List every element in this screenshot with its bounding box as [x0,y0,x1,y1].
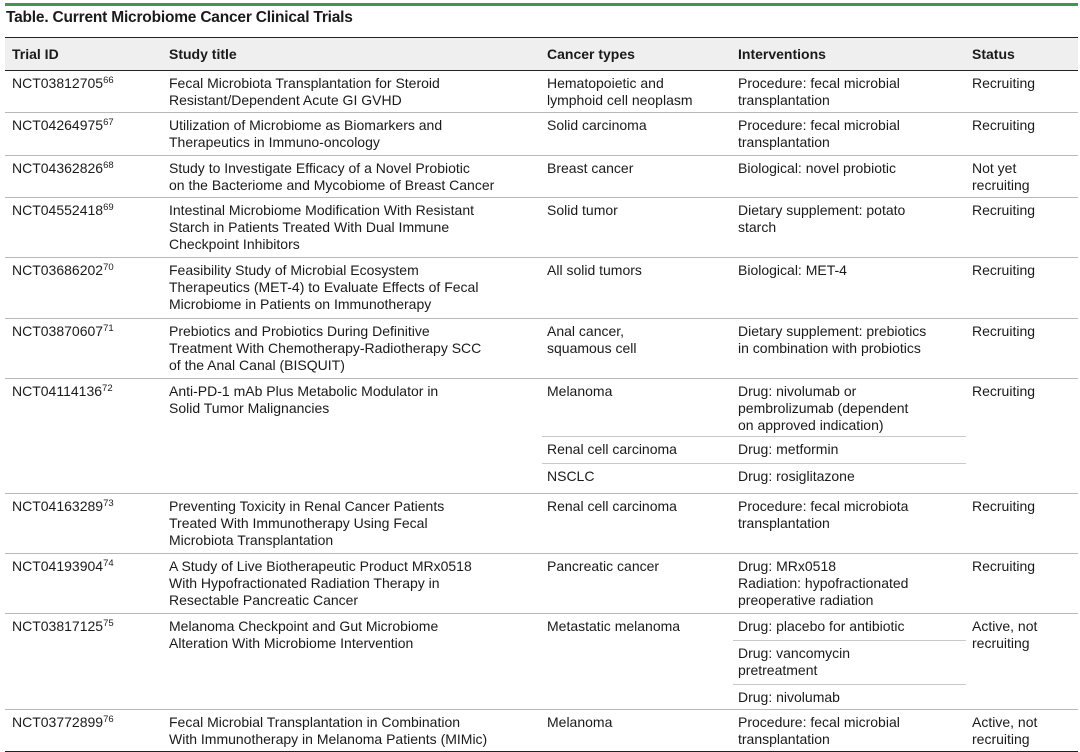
status: Recruiting [972,383,1036,399]
sub-divider [733,640,966,641]
study-title: Study to Investigate Efficacy of a Novel Probiotic on the Bacteriome and Mycobiome of Breast Cancer [169,160,495,193]
trial-id: NCT03812705$^{66}$ [12,75,114,91]
cancer-type: Melanoma [547,383,613,399]
table-title: Table. Current Microbiome Cancer Clinical Trials [6,9,353,26]
trial-id: NCT04362826$^{68}$ [12,160,114,176]
study-title: Utilization of Microbiome as Biomarkers and Therapeutics in Immuno-oncology [169,117,443,150]
cancer-type: Metastatic melanoma [547,618,681,634]
trial-id: NCT04552418$^{69}$ [12,202,114,218]
intervention: Biological: novel probiotic [738,160,896,176]
cancer-type: Pancreatic cancer [547,558,660,574]
table-row [5,156,1078,198]
trials-table [5,37,1078,752]
intervention: Drug: metformin [738,441,839,457]
status: Active, not recruiting [972,618,1038,651]
intervention: Drug: nivolumab [738,689,840,705]
cancer-type: Solid carcinoma [547,117,647,133]
intervention: Biological: MET-4 [738,262,847,278]
cancer-type: Anal cancer, squamous cell [547,323,637,356]
header-interventions: Interventions [738,46,826,62]
intervention: Drug: placebo for antibiotic [738,618,905,634]
status: Recruiting [972,558,1036,574]
table-row [5,379,1078,494]
study-title: Melanoma Checkpoint and Gut Microbiome Alteration With Microbiome Intervention [169,618,439,651]
table-row [5,554,1078,614]
sub-divider [542,436,966,437]
table-row [5,614,1078,710]
cancer-type: All solid tumors [547,262,642,278]
cancer-type: Renal cell carcinoma [547,441,677,457]
intervention: Dietary supplement: potato starch [738,202,906,235]
intervention: Drug: nivolumab or pembrolizumab (dependent on approved indication) [738,383,909,433]
cancer-type: Melanoma [547,714,613,730]
intervention: Dietary supplement: prebiotics in combination with probiotics [738,323,927,356]
study-title: A Study of Live Biotherapeutic Product MRx0518 With Hypofractionated Radiation Therapy in Resectable Pancreatic Cancer [169,558,472,608]
study-title: Prebiotics and Probiotics During Definitive Treatment With Chemotherapy-Radiotherapy SCC of the Anal Canal (BISQUIT) [169,323,482,373]
trial-id: NCT04163289$^{73}$ [12,498,114,514]
trial-id: NCT03772899$^{76}$ [12,714,114,730]
status: Recruiting [972,202,1036,218]
study-title: Feasibility Study of Microbial Ecosystem Therapeutics (MET-4) to Evaluate Effects of Fecal Microbiome in Patients on Immunotherapy [169,262,479,312]
intervention: Drug: vancomycin pretreatment [738,645,851,678]
table-row [5,113,1078,156]
header-cancer-types: Cancer types [547,46,635,62]
study-title: Anti-PD-1 mAb Plus Metabolic Modulator in Solid Tumor Malignancies [169,383,439,416]
status: Recruiting [972,262,1036,278]
intervention: Procedure: fecal microbiota transplantation [738,498,909,531]
study-title: Fecal Microbial Transplantation in Combination With Immunotherapy in Melanoma Patients (MIMic) [169,714,488,747]
intervention: Drug: rosiglitazone [738,468,855,484]
trial-id: NCT04193904$^{74}$ [12,558,114,574]
trial-id: NCT03817125$^{75}$ [12,618,114,634]
status: Recruiting [972,323,1036,339]
header-status: Status [972,46,1015,62]
table-header [5,37,1078,71]
table-row [5,710,1078,752]
status: Recruiting [972,117,1036,133]
status: Recruiting [972,498,1036,514]
intervention: Procedure: fecal microbial transplantation [738,75,900,108]
study-title: Preventing Toxicity in Renal Cancer Patients Treated With Immunotherapy Using Fecal Microbiota Transplantation [169,498,445,548]
cancer-type: Renal cell carcinoma [547,498,677,514]
intervention: Drug: MRx0518 Radiation: hypofractionated preoperative radiation [738,558,909,608]
cancer-type: Breast cancer [547,160,634,176]
cancer-type: Solid tumor [547,202,618,218]
trial-id: NCT03686202$^{70}$ [12,262,114,278]
header-study-title: Study title [169,46,237,62]
trial-id: NCT04114136$^{72}$ [12,383,113,399]
header-trial-id: Trial ID [12,46,59,62]
table-row [5,198,1078,258]
trial-id: NCT04264975$^{67}$ [12,117,114,133]
sub-divider [542,463,966,464]
cancer-type: Hematopoietic and lymphoid cell neoplasm [547,75,693,108]
study-title: Fecal Microbiota Transplantation for Steroid Resistant/Dependent Acute GI GVHD [169,75,440,108]
table-row [5,319,1078,379]
intervention: Procedure: fecal microbial transplantation [738,714,900,747]
table-row [5,494,1078,554]
table-row [5,71,1078,113]
status: Not yet recruiting [972,160,1030,193]
sub-divider [733,684,966,685]
cancer-type: NSCLC [547,468,595,484]
status: Recruiting [972,75,1036,91]
study-title: Intestinal Microbiome Modification With Resistant Starch in Patients Treated With Dual Immune Checkpoint Inhibitors [169,202,475,252]
status: Active, not recruiting [972,714,1038,747]
trial-id: NCT03870607$^{71}$ [12,323,114,339]
intervention: Procedure: fecal microbial transplantation [738,117,900,150]
table-row [5,258,1078,319]
title-rule [5,3,1078,6]
